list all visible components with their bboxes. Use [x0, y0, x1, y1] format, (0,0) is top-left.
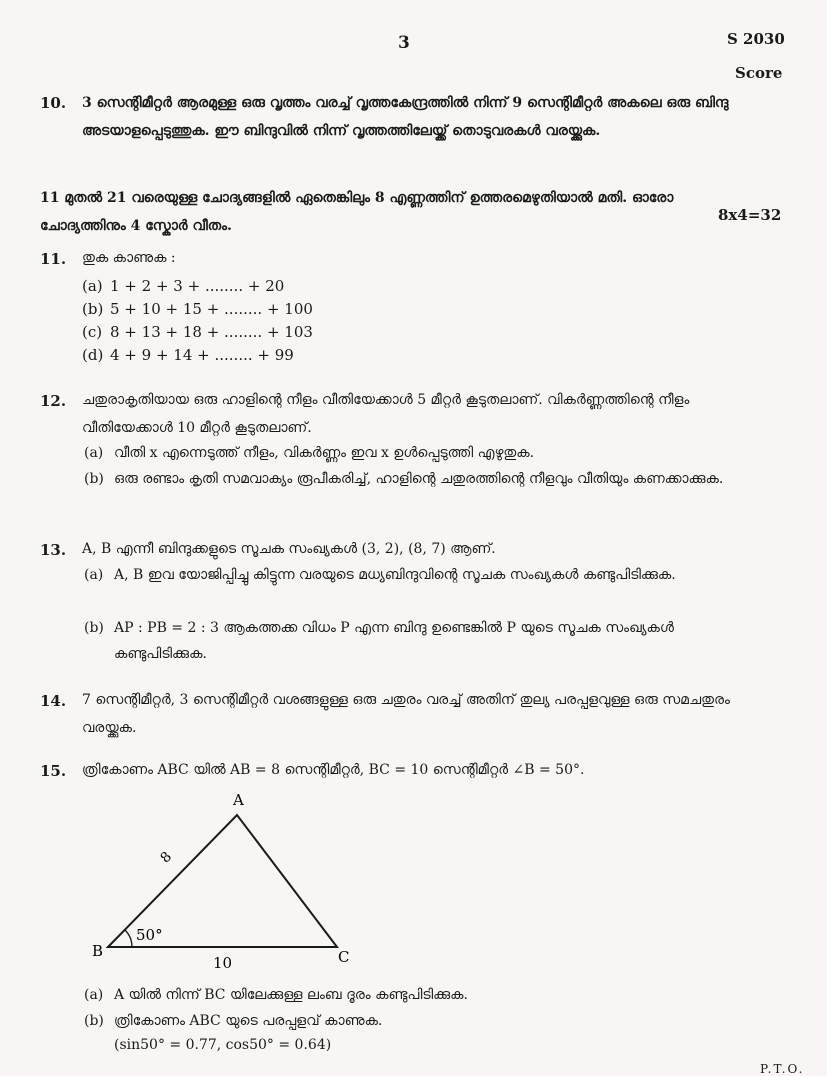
question-13-text: A, B എന്നീ ബിന്ദുക്കളുടെ സൂചക സംഖ്യകൾ (3, 2), (8, 7) ആണ്. [82, 541, 496, 557]
q13-part-a: (a) A, B ഇവ യോജിപ്പിച്ചു കിട്ടുന്ന വരയുടെ മധ്യബിന്ദുവിന്റെ സൂചക സംഖ്യകൾ കണ്ടുപിടിക്കുക. [84, 567, 676, 583]
question-12-text: ചതുരാകൃതിയായ ഒരു ഹാളിന്റെ നീളം വീതിയേക്കാൾ 5 മീറ്റർ കൂടുതലാണ്. വികർണ്ണത്തിന്റെ നീളം വീതിയേക്കാൾ 10 മീറ്റർ കൂടുതലാണ്. [82, 392, 690, 436]
q11-option-a: (a) 1 + 2 + 3 + ........ + 20 [82, 277, 285, 295]
page-footer: P.T.O. [760, 1062, 805, 1076]
question-number-10: 10. [40, 94, 67, 112]
score-label: Score [735, 64, 783, 82]
question-10-text: 3 സെന്റിമീറ്റർ ആരമുള്ള ഒരു വൃത്തം വരച്ച് വൃത്തകേന്ദ്രത്തിൽ നിന്ന് 9 സെന്റിമീറ്റർ അകലെ ഒരു ബിന്ദു അടയാളപ്പെടുത്തുക. ഈ ബിന്ദുവിൽ നിന്ന് വൃത്തത്തിലേയ്ക്ക് തൊടുവരകൾ വരയ്ക്കുക. [82, 95, 729, 139]
section-instruction: 11 മുതൽ 21 വരെയുള്ള ചോദ്യങ്ങളിൽ ഏതെങ്കിലും 8 എണ്ണത്തിന് ഉത്തരമെഴുതിയാൽ മതി. ഓരോ ചോദ്യത്തിനും 4 സ്കോർ വീതം. [40, 190, 674, 234]
question-number-15: 15. [40, 762, 67, 780]
vertex-a-label: A [233, 791, 244, 809]
q11-option-d: (d) 4 + 9 + 14 + ........ + 99 [82, 346, 294, 364]
side-bc-label: 10 [213, 954, 233, 972]
section-marks: 8x4=32 [718, 206, 782, 224]
side-ab-label: 8 [157, 848, 176, 867]
triangle-figure [80, 790, 380, 975]
q13-part-b: (b) AP : PB = 2 : 3 ആകത്തക്ക വിധം P എന്ന ബിന്ദു ഉണ്ടെങ്കിൽ P യുടെ സൂചക സംഖ്യകൾ കണ്ടുപിടിക്കുക. [84, 620, 674, 662]
question-number-12: 12. [40, 392, 67, 410]
q11-option-c: (c) 8 + 13 + 18 + ........ + 103 [82, 323, 313, 341]
q15-hint: (sin50° = 0.77, cos50° = 0.64) [114, 1037, 332, 1053]
question-number-14: 14. [40, 692, 67, 710]
q15-part-b: (b) ത്രികോണം ABC യുടെ പരപ്പളവ് കാണുക. [84, 1013, 383, 1029]
question-number-11: 11. [40, 250, 67, 268]
q12-part-a: (a) വീതി x എന്നെടുത്ത് നീളം, വികർണ്ണം ഇവ x ഉൾപ്പെടുത്തി എഴുതുക. [84, 445, 535, 461]
question-11-text: തുക കാണുക : [82, 250, 176, 266]
question-15-text: ത്രികോണം ABC യിൽ AB = 8 സെന്റിമീറ്റർ, BC = 10 സെന്റിമീറ്റർ ∠B = 50°. [82, 762, 585, 778]
paper-code: S 2030 [727, 30, 785, 48]
vertex-c-label: C [338, 948, 350, 966]
q11-option-b: (b) 5 + 10 + 15 + ........ + 100 [82, 300, 313, 318]
q15-part-a: (a) A യിൽ നിന്ന് BC യിലേക്കുള്ള ലംബ ദൂരം കണ്ടുപിടിക്കുക. [84, 987, 468, 1003]
page-number: 3 [398, 33, 410, 53]
angle-b-arc [125, 930, 132, 947]
question-14-text: 7 സെന്റിമീറ്റർ, 3 സെന്റിമീറ്റർ വശങ്ങളുള്ള ഒരു ചതുരം വരച്ച് അതിന് തുല്യ പരപ്പളവുള്ള ഒരു സമചതുരം വരയ്ക്കുക. [82, 692, 730, 736]
vertex-b-label: B [92, 942, 104, 960]
q12-part-b: (b) ഒരു രണ്ടാം കൃതി സമവാക്യം രൂപീകരിച്ച്, ഹാളിന്റെ ചതുരത്തിന്റെ നീളവും വീതിയും കണക്കാക്കുക. [84, 471, 724, 487]
angle-b-label: 50° [136, 926, 163, 944]
question-number-13: 13. [40, 541, 67, 559]
